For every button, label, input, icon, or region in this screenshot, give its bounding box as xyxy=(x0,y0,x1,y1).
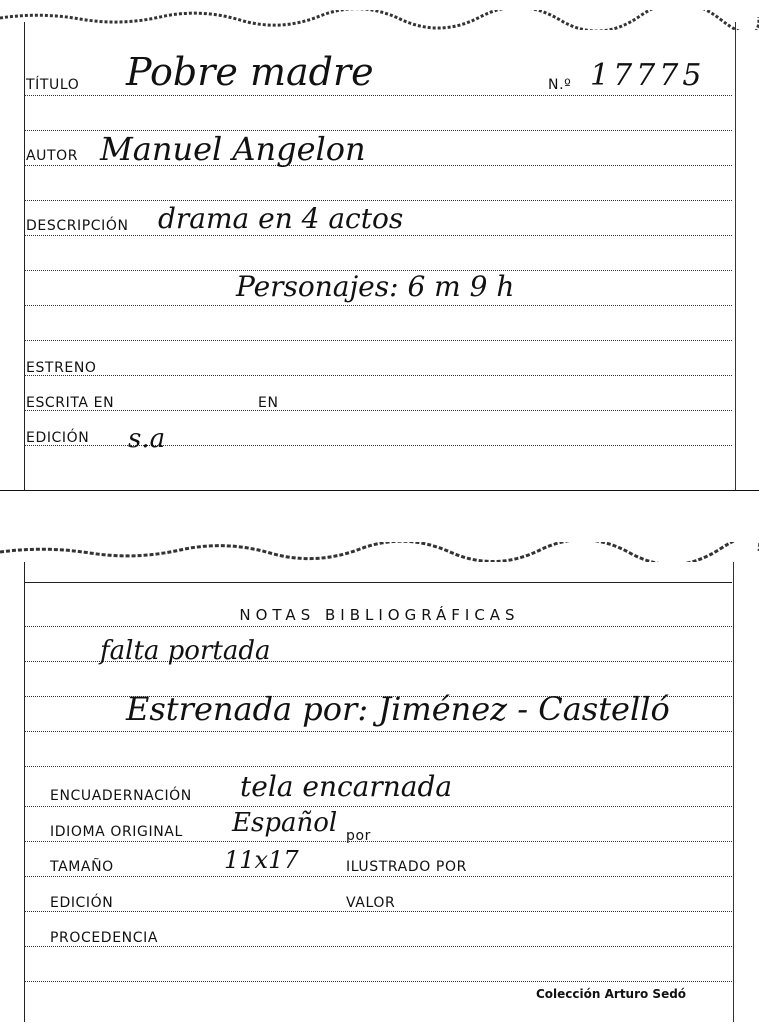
rule xyxy=(24,235,732,236)
numero-label: N.º xyxy=(548,77,572,93)
descripcion-label: DESCRIPCIÓN xyxy=(26,218,129,234)
edicion-label-bottom: EDICIÓN xyxy=(50,895,114,911)
escrita-en-label: ESCRITA EN xyxy=(26,395,115,411)
autor-label: AUTOR xyxy=(26,148,79,164)
rule xyxy=(24,806,732,807)
rule xyxy=(24,375,732,376)
estreno-label: ESTRENO xyxy=(26,360,97,376)
autor-value: Manuel Angelon xyxy=(100,130,366,168)
ilustrado-label: ILUSTRADO POR xyxy=(346,859,467,875)
valor-label: VALOR xyxy=(346,895,396,911)
titulo-label: TÍTULO xyxy=(26,77,80,93)
edicion-label: EDICIÓN xyxy=(26,430,90,446)
rule xyxy=(24,626,732,627)
rule xyxy=(24,981,732,982)
procedencia-label: PROCEDENCIA xyxy=(50,930,158,946)
card-divider xyxy=(0,490,759,491)
rule xyxy=(24,876,732,877)
idioma-label: IDIOMA ORIGINAL xyxy=(50,824,183,840)
por-label: por xyxy=(346,828,372,844)
edicion-value: s.a xyxy=(128,424,166,454)
notas-heading: NOTAS BIBLIOGRÁFICAS xyxy=(239,606,520,624)
note-estrenada-por: Estrenada por: Jiménez - Castelló xyxy=(126,690,670,728)
rule xyxy=(24,582,732,583)
tamano-value: 11x17 xyxy=(224,846,299,874)
tamano-label: TAMAÑO xyxy=(50,859,114,875)
catalog-card-top xyxy=(0,0,759,492)
descripcion-value: drama en 4 actos xyxy=(158,202,404,235)
rule xyxy=(24,731,732,732)
rule xyxy=(24,95,732,96)
rule xyxy=(24,911,732,912)
note-falta-portada: falta portada xyxy=(100,636,271,666)
titulo-value: Pobre madre xyxy=(126,50,374,94)
torn-edge-bottom xyxy=(0,542,759,562)
rule xyxy=(24,766,732,767)
collection-footer: Colección Arturo Sedó xyxy=(536,987,687,1001)
idioma-value: Español xyxy=(232,808,338,838)
catalog-card-bottom xyxy=(0,540,759,1028)
rule xyxy=(24,946,732,947)
rule xyxy=(24,410,732,411)
personajes-value: Personajes: 6 m 9 h xyxy=(236,270,515,303)
encuadernacion-value: tela encarnada xyxy=(240,770,453,803)
rule xyxy=(24,841,732,842)
rule xyxy=(24,200,732,201)
encuadernacion-label: ENCUADERNACIÓN xyxy=(50,788,192,804)
rule xyxy=(24,305,732,306)
en-label: EN xyxy=(258,395,279,411)
numero-value: 17775 xyxy=(590,58,706,93)
rule xyxy=(24,340,732,341)
